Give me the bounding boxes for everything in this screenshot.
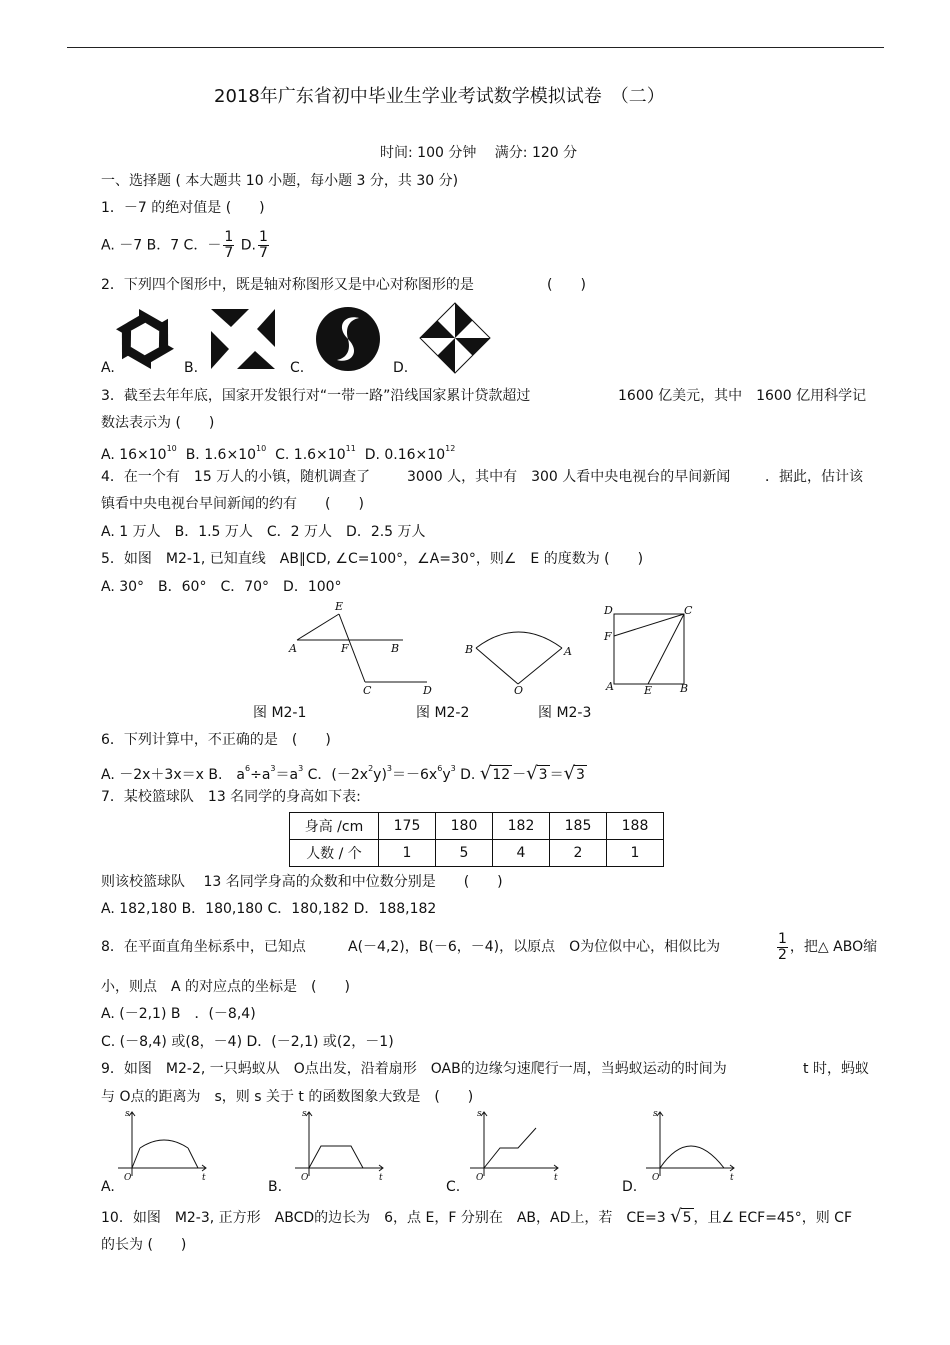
f1-label-e: E bbox=[335, 600, 344, 613]
section-heading: 一、选择题 ( 本大题共 10 小题，每小题 3 分，共 30 分) bbox=[101, 173, 459, 189]
f2-label-a: A bbox=[564, 645, 572, 658]
q2-figure-a-icon bbox=[113, 304, 177, 374]
figure-m2-1 bbox=[285, 598, 435, 698]
svg-text:O: O bbox=[124, 1173, 132, 1183]
q1-options-text: A. －7 B．7 C．－ bbox=[101, 237, 222, 254]
q2-label-d: D. bbox=[393, 360, 409, 376]
f1-label-f: F bbox=[341, 642, 349, 655]
q8-line1a: 8．在平面直角坐标系中，已知点 bbox=[101, 939, 306, 955]
svg-text:O: O bbox=[652, 1173, 660, 1183]
q1-stem: 1．－7 的绝对值是 ( ) bbox=[101, 200, 265, 216]
q9-label-a: A. bbox=[101, 1179, 115, 1195]
q9-label-c: C. bbox=[446, 1179, 461, 1195]
svg-text:s: s bbox=[302, 1109, 307, 1119]
q2-paren: ( ) bbox=[547, 277, 586, 293]
q8-frac: $\frac{1}{2}$ bbox=[778, 930, 787, 963]
f1-label-c: C bbox=[363, 684, 372, 697]
figure-m2-3-caption: 图 M2-3 bbox=[538, 705, 592, 721]
q2-figure-d-icon bbox=[419, 302, 491, 374]
figure-m2-3 bbox=[600, 602, 700, 698]
q8-options-2: C. (－8,4) 或(8，－4) D．(－2,1) 或(2，－1) bbox=[101, 1034, 394, 1050]
q9-line2: 与 O点的距离为 s，则 s 关于 t 的函数图象大致是 ( ) bbox=[101, 1089, 474, 1105]
table-row: 身高 /cm 175 180 182 185 188 bbox=[290, 813, 664, 840]
f3-label-c: C bbox=[684, 604, 693, 617]
exam-meta: 时间: 100 分钟 满分: 120 分 bbox=[380, 145, 578, 161]
q1-option-d: D. bbox=[236, 237, 256, 254]
f2-label-b: B bbox=[465, 643, 474, 656]
f3-label-b: B bbox=[680, 682, 689, 695]
q6-stem: 6．下列计算中，不正确的是 ( ) bbox=[101, 732, 331, 748]
q2-label-b: B. bbox=[184, 360, 199, 376]
height-table bbox=[289, 812, 664, 867]
f3-label-d: D bbox=[604, 604, 613, 617]
q3-line1b: 1600 亿美元，其中 1600 亿用科学记 bbox=[618, 388, 867, 404]
q10-line2: 的长为 ( ) bbox=[101, 1237, 187, 1253]
f1-label-b: B bbox=[391, 642, 400, 655]
table-row: 人数 / 个 1 5 4 2 1 bbox=[290, 840, 664, 867]
f1-label-d: D bbox=[423, 684, 432, 697]
q9-label-b: B. bbox=[268, 1179, 283, 1195]
q4-line2: 镇看中央电视台早间新闻的约有 ( ) bbox=[101, 496, 364, 512]
q2-figure-c-icon bbox=[315, 306, 381, 372]
q8-options-1: A. (－2,1) B ．(－8,4) bbox=[101, 1006, 256, 1022]
figure-m2-1-caption: 图 M2-1 bbox=[253, 705, 307, 721]
q3-line1: 3．截至去年年底，国家开发银行对“一带一路”沿线国家累计贷款超过 bbox=[101, 388, 531, 404]
svg-text:s: s bbox=[653, 1109, 658, 1119]
svg-text:t: t bbox=[730, 1173, 734, 1183]
q9-graph-b bbox=[293, 1106, 393, 1186]
svg-text:t: t bbox=[379, 1173, 383, 1183]
q5-stem: 5．如图 M2-1, 已知直线 AB∥CD, ∠C=100°，∠A=30°，则∠ E 的度数为 ( ) bbox=[101, 551, 644, 567]
q9-graph-a bbox=[116, 1106, 216, 1186]
q8-line1b: A(－4,2)，B(－6，－4)，以原点 O为位似中心，相似比为 bbox=[348, 939, 721, 955]
q5-options: A. 30° B．60° C．70° D．100° bbox=[101, 579, 342, 595]
f1-label-a: A bbox=[289, 642, 297, 655]
f3-label-e: E bbox=[644, 684, 653, 697]
f3-label-a: A bbox=[606, 680, 614, 693]
svg-text:t: t bbox=[554, 1173, 558, 1183]
q4-line1a: 4．在一个有 15 万人的小镇，随机调查了 bbox=[101, 469, 371, 485]
q2-label-c: C. bbox=[290, 360, 305, 376]
q9-line1a: 9．如图 M2-2, 一只蚂蚁从 O点出发，沿着扇形 OAB的边缘匀速爬行一周，当蚂蚁运动的时间为 bbox=[101, 1061, 727, 1077]
svg-text:s: s bbox=[477, 1109, 482, 1119]
svg-text:O: O bbox=[476, 1173, 484, 1183]
exam-title: 2018年广东省初中毕业生学业考试数学模拟试卷 （二） bbox=[214, 86, 665, 107]
q7-stem: 7．某校篮球队 13 名同学的身高如下表: bbox=[101, 789, 361, 805]
q2-stem: 2．下列四个图形中，既是轴对称图形又是中心对称图形的是 bbox=[101, 277, 474, 293]
figure-m2-2-caption: 图 M2-2 bbox=[416, 705, 470, 721]
q2-label-a: A. bbox=[101, 360, 115, 376]
q4-line1b: 3000 人，其中有 300 人看中央电视台的早间新闻 bbox=[407, 469, 731, 485]
q9-label-d: D. bbox=[622, 1179, 638, 1195]
q1-frac-c: $\frac{1}{7}$ bbox=[224, 229, 234, 261]
figure-m2-2 bbox=[460, 624, 580, 696]
q4-line1c: ．据此，估计该 bbox=[765, 469, 863, 485]
q4-options: A. 1 万人 B．1.5 万人 C．2 万人 D．2.5 万人 bbox=[101, 524, 426, 540]
svg-text:t: t bbox=[202, 1173, 206, 1183]
top-rule bbox=[67, 47, 884, 48]
q7-after: 则该校篮球队 13 名同学身高的众数和中位数分别是 ( ) bbox=[101, 874, 503, 890]
q3-options: A. $16\times 10^{10}$ B. $1.6\times 10^{10}$ C. $1.6\times 10^{11}$ D. $0.16\times 10^{12}$ bbox=[101, 444, 456, 463]
f2-label-o: O bbox=[514, 684, 524, 696]
q10-line1: 10．如图 M2-3, 正方形 ABCD的边长为 6，点 E，F 分别在 AB，AD上，若 CE=3 √5 ，且∠ ECF=45°，则 CF bbox=[101, 1206, 853, 1227]
q2-figure-b-icon bbox=[209, 307, 277, 371]
svg-text:s: s bbox=[125, 1109, 130, 1119]
q1-frac-d: $\frac{1}{7}$ bbox=[258, 229, 268, 261]
svg-text:O: O bbox=[301, 1173, 309, 1183]
q1-options bbox=[101, 230, 271, 261]
q7-options: A. 182,180 B．180,180 C．180,182 D．188,182 bbox=[101, 901, 437, 917]
f3-label-f: F bbox=[604, 630, 612, 643]
q3-line2: 数法表示为 ( ) bbox=[101, 415, 215, 431]
q6-options: A. －2x＋3x＝x B. $a^6\div a^3=a^3$ C．$(-2x^2y)^3=-6x^6y^3$ D. √12 －√3 ＝√3 bbox=[101, 763, 585, 784]
q8-ratio: $\frac{1}{2}$ ，把△ ABO缩 bbox=[778, 930, 878, 963]
q9-graph-c bbox=[468, 1106, 568, 1186]
q9-line1b: t 时，蚂蚁 bbox=[803, 1061, 869, 1077]
q8-line2: 小，则点 A 的对应点的坐标是 ( ) bbox=[101, 979, 350, 995]
q9-graph-d bbox=[644, 1106, 744, 1186]
